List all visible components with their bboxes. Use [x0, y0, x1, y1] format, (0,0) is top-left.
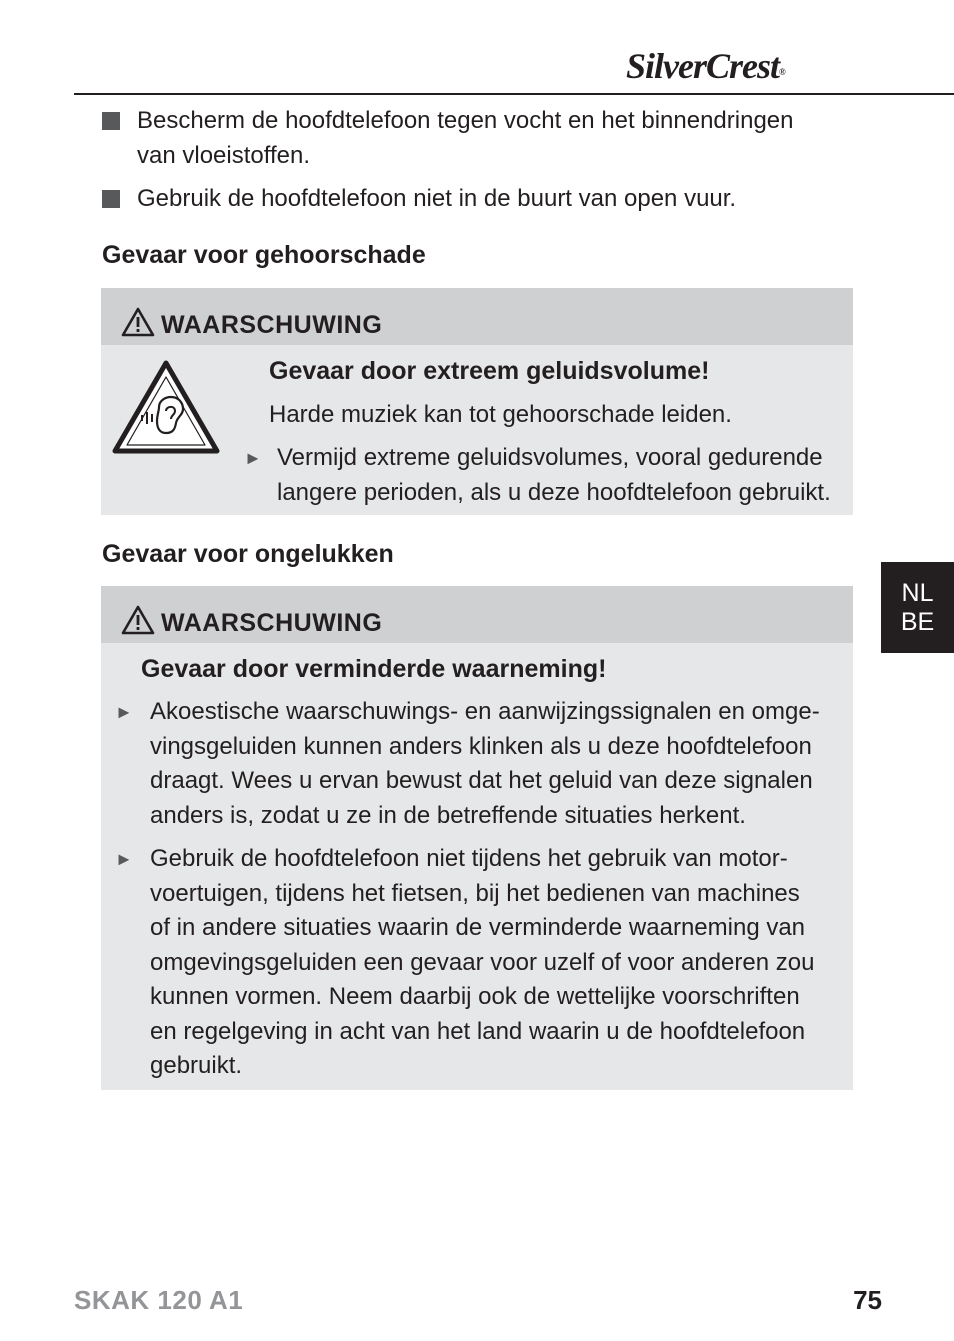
bullet-square-icon	[102, 190, 120, 208]
brand-logo: SilverCrest®	[626, 46, 786, 86]
warning-subheading: Gevaar door verminderde waarneming!	[141, 655, 607, 683]
warning-box-hearing	[101, 288, 853, 515]
language-code-be: BE	[900, 607, 935, 636]
warning-title: WAARSCHUWING	[121, 307, 382, 340]
warning-bullet-2: Gebruik de hoofdtelefoon niet tijdens het gebruik van motor- voertuigen, tijdens het fietsen, bij het bedienen van machines of in andere situaties waarin de verminderde waarneming van omgevingsgeluiden een gevaar voor uzelf of voor anderen zou kunnen vormen. Neem daarbij ook de wettelijke voorschriften en regelgeving in acht van het land waarin u de hoofdtelefoon gebruikt.	[150, 845, 815, 1079]
warning-title: WAARSCHUWING	[121, 605, 382, 638]
arrow-bullet-icon: ►	[115, 849, 133, 869]
language-code-nl: NL	[901, 578, 934, 607]
warning-subheading: Gevaar door extreem geluidsvolume!	[269, 357, 710, 385]
warning-text: Harde muziek kan tot gehoorschade leiden.	[269, 401, 732, 428]
warning-box-header	[101, 288, 853, 345]
warning-bullet-1: Akoestische waarschuwings- en aanwijzingssignalen en omge- vingsgeluiden kunnen anders klinken als u deze hoofdtelefoon draagt. Wees u ervan bewust dat het geluid van deze signalen anders is, zodat u ze in de betreffende situaties herkent.	[150, 698, 820, 829]
page-number: 75	[853, 1285, 882, 1315]
section-heading-hearing: Gevaar voor gehoorschade	[102, 241, 426, 269]
hearing-damage-icon	[111, 359, 221, 455]
warning-bullet: Vermijd extreme geluidsvolumes, vooral gedurende langere perioden, als u deze hoofdtelefoon gebruikt.	[277, 444, 831, 506]
intro-bullet-1: Bescherm de hoofdtelefoon tegen vocht en het binnendringen van vloeistoffen.	[137, 107, 794, 169]
warning-triangle-icon	[121, 605, 155, 635]
footer-model: SKAK 120 A1	[74, 1285, 244, 1315]
language-tab	[881, 562, 954, 653]
warning-triangle-icon	[121, 307, 155, 337]
header-rule	[74, 93, 954, 95]
bullet-square-icon	[102, 112, 120, 130]
warning-box-header	[101, 586, 853, 643]
arrow-bullet-icon: ►	[244, 448, 262, 468]
arrow-bullet-icon: ►	[115, 702, 133, 722]
intro-bullet-2: Gebruik de hoofdtelefoon niet in de buurt van open vuur.	[137, 185, 737, 212]
warning-box-accidents	[101, 586, 853, 1090]
section-heading-accidents: Gevaar voor ongelukken	[102, 540, 394, 568]
